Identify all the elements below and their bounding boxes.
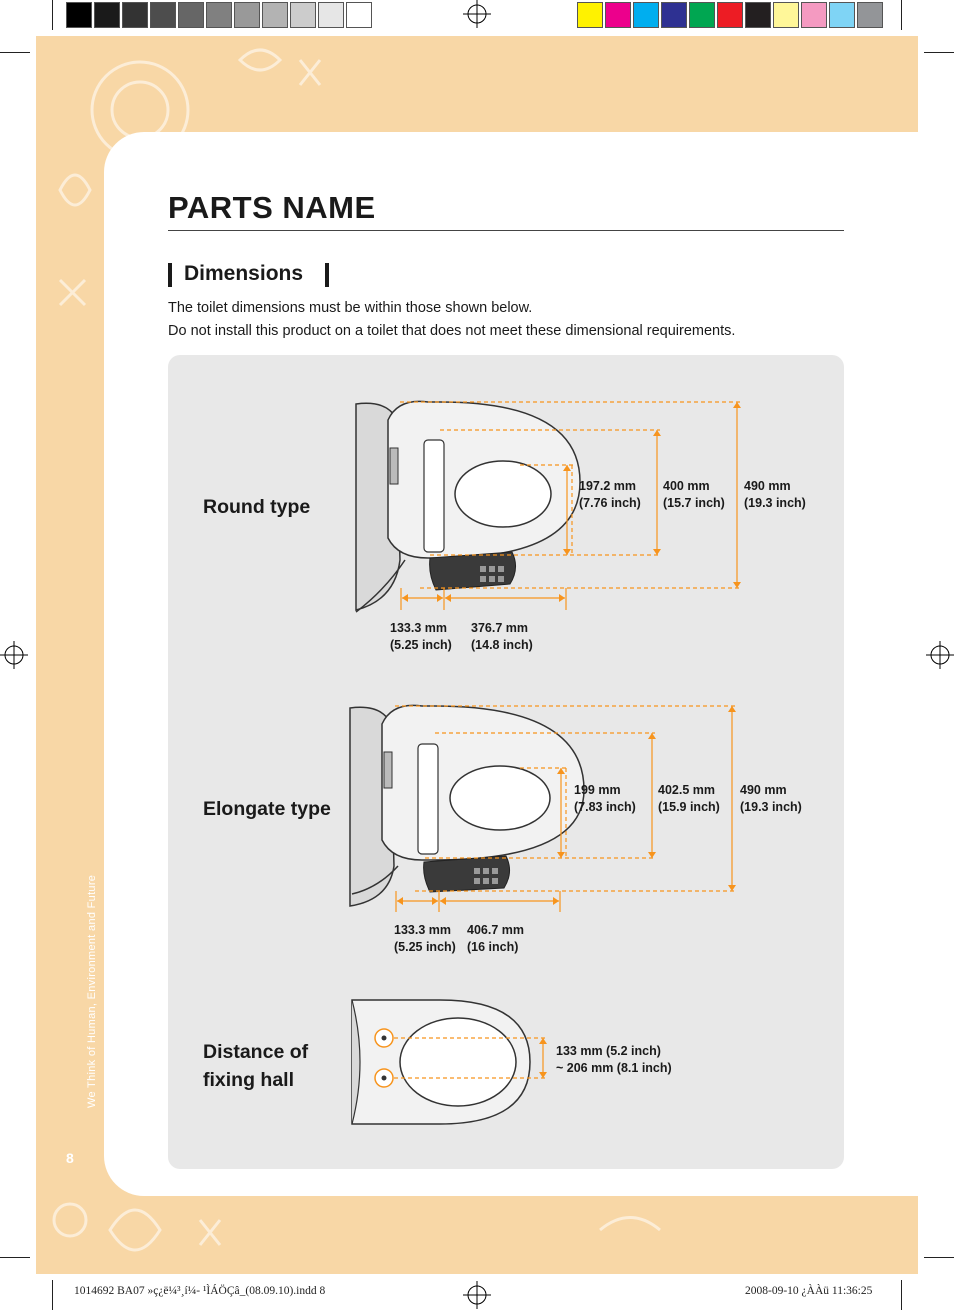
round-dim-width: 376.7 mm (14.8 inch) bbox=[471, 621, 533, 652]
elongate-dim-seat-depth: 199 mm (7.83 inch) bbox=[574, 783, 636, 814]
fixing-hall-label-line-2: fixing hall bbox=[203, 1069, 295, 1091]
round-dim-rear: 133.3 mm (5.25 inch) bbox=[390, 621, 452, 652]
side-slogan: We Think of Human, Environment and Future bbox=[86, 874, 98, 1108]
round-dim-seat-depth: 197.2 mm (7.76 inch) bbox=[579, 479, 641, 510]
elongate-type-label: Elongate type bbox=[203, 798, 331, 820]
fixing-hall-label bbox=[203, 1038, 308, 1094]
round-type-label: Round type bbox=[203, 496, 311, 518]
fixing-hall-top-view-illustration bbox=[352, 1000, 530, 1124]
elongate-dim-width: 406.7 mm (16 inch) bbox=[467, 923, 524, 954]
intro-line-2: Do not install this product on a toilet that does not meet these dimensional requirements. bbox=[168, 323, 736, 339]
round-toilet-seat-illustration bbox=[356, 401, 580, 612]
page-number: 8 bbox=[66, 1150, 74, 1166]
intro-line-1: The toilet dimensions must be within those shown below. bbox=[168, 300, 533, 316]
round-dim-seat-length: 400 mm (15.7 inch) bbox=[663, 479, 725, 510]
elongate-toilet-seat-illustration bbox=[350, 705, 584, 906]
elongate-dim-rear: 133.3 mm (5.25 inch) bbox=[394, 923, 456, 954]
footer-file-info: 1014692 BA07 »ç¿ë¼³¸í¼- ¹ÌÁÖÇâ_(08.09.10).indd 8 bbox=[74, 1285, 326, 1297]
elongate-dim-seat-length: 402.5 mm (15.9 inch) bbox=[658, 783, 720, 814]
round-dim-total-length: 490 mm (19.3 inch) bbox=[744, 479, 806, 510]
fixing-hall-label-line-1: Distance of bbox=[203, 1041, 309, 1063]
section-title: Dimensions bbox=[184, 262, 304, 285]
footer-timestamp: 2008-09-10 ¿ÀÀü 11:36:25 bbox=[745, 1285, 873, 1297]
page-title: PARTS NAME bbox=[168, 190, 376, 225]
fixing-hall-range: 133 mm (5.2 inch) ~ 206 mm (8.1 inch) bbox=[556, 1044, 672, 1075]
elongate-dim-total-length: 490 mm (19.3 inch) bbox=[740, 783, 802, 814]
